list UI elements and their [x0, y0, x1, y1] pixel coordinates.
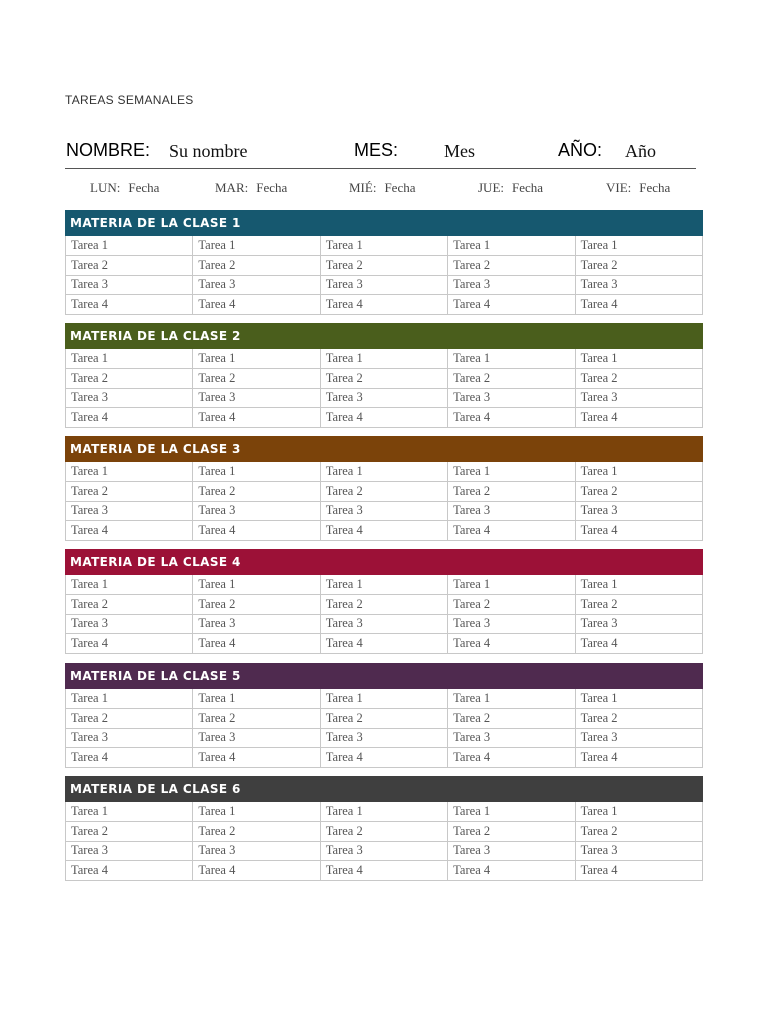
- task-cell[interactable]: Tarea 4: [66, 521, 193, 541]
- task-cell[interactable]: Tarea 1: [320, 462, 447, 482]
- task-cell[interactable]: Tarea 2: [320, 822, 447, 842]
- task-cell[interactable]: Tarea 1: [575, 689, 702, 709]
- task-row: [66, 689, 703, 709]
- task-row: [66, 256, 703, 276]
- task-cell[interactable]: Tarea 2: [320, 256, 447, 276]
- task-cell[interactable]: Tarea 4: [193, 861, 320, 881]
- task-row: [66, 369, 703, 389]
- task-table: [65, 236, 703, 315]
- name-field[interactable]: Su nombre: [169, 141, 248, 161]
- task-cell[interactable]: Tarea 3: [448, 728, 575, 748]
- task-cell[interactable]: Tarea 1: [193, 349, 320, 369]
- task-row: [66, 595, 703, 615]
- subject-header[interactable]: MATERIA DE LA CLASE 1: [65, 210, 703, 236]
- task-cell[interactable]: Tarea 1: [448, 689, 575, 709]
- task-cell[interactable]: Tarea 4: [448, 521, 575, 541]
- task-cell[interactable]: Tarea 4: [320, 408, 447, 428]
- task-row: [66, 501, 703, 521]
- task-cell[interactable]: Tarea 3: [448, 388, 575, 408]
- task-cell[interactable]: Tarea 1: [320, 349, 447, 369]
- task-cell[interactable]: Tarea 1: [575, 462, 702, 482]
- task-cell[interactable]: Tarea 1: [320, 575, 447, 595]
- task-cell[interactable]: Tarea 1: [575, 349, 702, 369]
- date-field[interactable]: Fecha: [128, 180, 160, 195]
- task-cell[interactable]: Tarea 2: [320, 595, 447, 615]
- day-label: JUE:: [478, 180, 504, 195]
- task-row: [66, 482, 703, 502]
- day-date[interactable]: [606, 180, 670, 196]
- task-cell[interactable]: Tarea 4: [575, 408, 702, 428]
- task-cell[interactable]: Tarea 2: [193, 369, 320, 389]
- task-cell[interactable]: Tarea 2: [575, 369, 702, 389]
- task-row: [66, 349, 703, 369]
- task-cell[interactable]: Tarea 4: [320, 861, 447, 881]
- task-row: [66, 295, 703, 315]
- date-field[interactable]: Fecha: [512, 180, 544, 195]
- task-row: [66, 841, 703, 861]
- task-cell[interactable]: Tarea 3: [193, 614, 320, 634]
- task-cell[interactable]: Tarea 3: [448, 501, 575, 521]
- task-cell[interactable]: Tarea 3: [575, 275, 702, 295]
- task-cell[interactable]: Tarea 4: [575, 634, 702, 654]
- subject-section-5: [65, 663, 703, 768]
- task-row: [66, 462, 703, 482]
- task-cell[interactable]: Tarea 2: [320, 709, 447, 729]
- task-table: [65, 462, 703, 541]
- task-cell[interactable]: Tarea 1: [193, 236, 320, 256]
- task-cell[interactable]: Tarea 2: [66, 369, 193, 389]
- task-cell[interactable]: Tarea 2: [193, 595, 320, 615]
- task-row: [66, 634, 703, 654]
- task-cell[interactable]: Tarea 3: [575, 388, 702, 408]
- task-row: [66, 728, 703, 748]
- task-table: [65, 689, 703, 768]
- task-cell[interactable]: Tarea 2: [575, 822, 702, 842]
- task-cell[interactable]: Tarea 4: [66, 408, 193, 428]
- task-cell[interactable]: Tarea 4: [320, 295, 447, 315]
- task-cell[interactable]: Tarea 2: [448, 709, 575, 729]
- task-cell[interactable]: Tarea 4: [193, 521, 320, 541]
- task-cell[interactable]: Tarea 2: [66, 256, 193, 276]
- task-cell[interactable]: Tarea 4: [448, 295, 575, 315]
- task-cell[interactable]: Tarea 3: [193, 728, 320, 748]
- task-cell[interactable]: Tarea 4: [320, 521, 447, 541]
- year-label: AÑO:: [558, 140, 603, 160]
- task-cell[interactable]: Tarea 1: [448, 802, 575, 822]
- subject-section-3: [65, 436, 703, 541]
- task-cell[interactable]: Tarea 2: [193, 256, 320, 276]
- task-row: [66, 236, 703, 256]
- task-cell[interactable]: Tarea 2: [193, 709, 320, 729]
- task-cell[interactable]: Tarea 1: [66, 349, 193, 369]
- task-cell[interactable]: Tarea 3: [193, 841, 320, 861]
- task-cell[interactable]: Tarea 2: [66, 482, 193, 502]
- task-cell[interactable]: Tarea 3: [575, 501, 702, 521]
- task-cell[interactable]: Tarea 4: [575, 861, 702, 881]
- year-field[interactable]: Año: [625, 141, 656, 161]
- task-cell[interactable]: Tarea 4: [575, 295, 702, 315]
- task-cell[interactable]: Tarea 4: [448, 748, 575, 768]
- month-label: MES:: [354, 140, 399, 160]
- subject-header[interactable]: MATERIA DE LA CLASE 3: [65, 436, 703, 462]
- task-row: [66, 388, 703, 408]
- task-cell[interactable]: Tarea 4: [66, 748, 193, 768]
- task-cell[interactable]: Tarea 4: [448, 634, 575, 654]
- day-label: VIE:: [606, 180, 632, 195]
- subject-section-1: [65, 210, 703, 315]
- task-cell[interactable]: Tarea 4: [193, 295, 320, 315]
- task-cell[interactable]: Tarea 4: [66, 861, 193, 881]
- task-cell[interactable]: Tarea 3: [448, 275, 575, 295]
- task-row: [66, 614, 703, 634]
- task-cell[interactable]: Tarea 3: [66, 501, 193, 521]
- task-cell[interactable]: Tarea 3: [193, 275, 320, 295]
- task-row: [66, 822, 703, 842]
- task-cell[interactable]: Tarea 4: [320, 748, 447, 768]
- task-row: [66, 748, 703, 768]
- month-field[interactable]: Mes: [444, 141, 475, 161]
- task-cell[interactable]: Tarea 3: [320, 728, 447, 748]
- task-cell[interactable]: Tarea 3: [66, 388, 193, 408]
- task-cell[interactable]: Tarea 1: [575, 802, 702, 822]
- task-cell[interactable]: Tarea 1: [320, 802, 447, 822]
- task-cell[interactable]: Tarea 1: [448, 349, 575, 369]
- task-cell[interactable]: Tarea 3: [575, 614, 702, 634]
- task-cell[interactable]: Tarea 3: [66, 614, 193, 634]
- task-cell[interactable]: Tarea 1: [66, 462, 193, 482]
- task-cell[interactable]: Tarea 2: [193, 822, 320, 842]
- task-row: [66, 521, 703, 541]
- task-cell[interactable]: Tarea 4: [575, 521, 702, 541]
- subject-header[interactable]: MATERIA DE LA CLASE 5: [65, 663, 703, 689]
- task-cell[interactable]: Tarea 1: [193, 462, 320, 482]
- date-field[interactable]: Fecha: [639, 180, 671, 195]
- task-cell[interactable]: Tarea 2: [66, 595, 193, 615]
- subject-section-6: [65, 776, 703, 881]
- task-cell[interactable]: Tarea 1: [320, 689, 447, 709]
- task-cell[interactable]: Tarea 3: [320, 275, 447, 295]
- task-row: [66, 709, 703, 729]
- day-date[interactable]: [215, 180, 287, 196]
- task-cell[interactable]: Tarea 2: [448, 482, 575, 502]
- task-cell[interactable]: Tarea 1: [193, 802, 320, 822]
- task-cell[interactable]: Tarea 3: [448, 614, 575, 634]
- date-field[interactable]: Fecha: [256, 180, 288, 195]
- task-cell[interactable]: Tarea 2: [575, 709, 702, 729]
- task-cell[interactable]: Tarea 2: [320, 369, 447, 389]
- task-row: [66, 861, 703, 881]
- task-cell[interactable]: Tarea 2: [448, 369, 575, 389]
- task-cell[interactable]: Tarea 3: [320, 841, 447, 861]
- task-table: [65, 802, 703, 881]
- task-cell[interactable]: Tarea 2: [66, 822, 193, 842]
- task-cell[interactable]: Tarea 4: [575, 748, 702, 768]
- task-cell[interactable]: Tarea 4: [448, 861, 575, 881]
- task-cell[interactable]: Tarea 2: [575, 256, 702, 276]
- task-cell[interactable]: Tarea 1: [448, 462, 575, 482]
- task-cell[interactable]: Tarea 2: [320, 482, 447, 502]
- task-cell[interactable]: Tarea 1: [448, 236, 575, 256]
- task-cell[interactable]: Tarea 4: [193, 748, 320, 768]
- task-cell[interactable]: Tarea 2: [193, 482, 320, 502]
- subject-header[interactable]: MATERIA DE LA CLASE 4: [65, 549, 703, 575]
- task-table: [65, 575, 703, 654]
- subject-header[interactable]: MATERIA DE LA CLASE 2: [65, 323, 703, 349]
- day-label: MAR:: [215, 180, 249, 195]
- task-cell[interactable]: Tarea 3: [575, 728, 702, 748]
- task-cell[interactable]: Tarea 1: [193, 689, 320, 709]
- task-row: [66, 802, 703, 822]
- day-label: MIÉ:: [349, 180, 377, 195]
- weekday-dates-row: [65, 178, 703, 198]
- task-cell[interactable]: Tarea 3: [320, 614, 447, 634]
- subject-section-2: [65, 323, 703, 428]
- task-row: [66, 575, 703, 595]
- task-cell[interactable]: Tarea 1: [193, 575, 320, 595]
- task-cell[interactable]: Tarea 3: [320, 388, 447, 408]
- task-cell[interactable]: Tarea 3: [66, 728, 193, 748]
- task-cell[interactable]: Tarea 4: [193, 408, 320, 428]
- day-date[interactable]: [90, 180, 159, 196]
- task-cell[interactable]: Tarea 2: [448, 256, 575, 276]
- task-cell[interactable]: Tarea 1: [320, 236, 447, 256]
- day-date[interactable]: [349, 180, 416, 196]
- task-cell[interactable]: Tarea 1: [66, 802, 193, 822]
- student-info-row: [65, 138, 696, 169]
- task-cell[interactable]: Tarea 3: [66, 275, 193, 295]
- task-cell[interactable]: Tarea 1: [66, 689, 193, 709]
- day-date[interactable]: [478, 180, 543, 196]
- task-cell[interactable]: Tarea 3: [193, 388, 320, 408]
- task-cell[interactable]: Tarea 3: [66, 841, 193, 861]
- task-cell[interactable]: Tarea 2: [575, 482, 702, 502]
- task-cell[interactable]: Tarea 1: [448, 575, 575, 595]
- task-cell[interactable]: Tarea 3: [575, 841, 702, 861]
- subject-section-4: [65, 549, 703, 654]
- task-cell[interactable]: Tarea 2: [66, 709, 193, 729]
- task-table: [65, 349, 703, 428]
- task-cell[interactable]: Tarea 1: [575, 236, 702, 256]
- task-cell[interactable]: Tarea 3: [320, 501, 447, 521]
- task-cell[interactable]: Tarea 1: [575, 575, 702, 595]
- task-cell[interactable]: Tarea 3: [193, 501, 320, 521]
- subject-header[interactable]: MATERIA DE LA CLASE 6: [65, 776, 703, 802]
- name-label: NOMBRE:: [66, 140, 151, 160]
- date-field[interactable]: Fecha: [384, 180, 416, 195]
- task-row: [66, 275, 703, 295]
- task-cell[interactable]: Tarea 1: [66, 575, 193, 595]
- task-cell[interactable]: Tarea 2: [448, 595, 575, 615]
- page-title: TAREAS SEMANALES: [65, 93, 194, 107]
- task-cell[interactable]: Tarea 2: [575, 595, 702, 615]
- task-cell[interactable]: Tarea 4: [448, 408, 575, 428]
- task-cell[interactable]: Tarea 4: [66, 295, 193, 315]
- task-cell[interactable]: Tarea 3: [448, 841, 575, 861]
- task-cell[interactable]: Tarea 4: [320, 634, 447, 654]
- task-row: [66, 408, 703, 428]
- task-cell[interactable]: Tarea 4: [66, 634, 193, 654]
- task-cell[interactable]: Tarea 4: [193, 634, 320, 654]
- day-label: LUN:: [90, 180, 121, 195]
- task-cell[interactable]: Tarea 1: [66, 236, 193, 256]
- task-cell[interactable]: Tarea 2: [448, 822, 575, 842]
